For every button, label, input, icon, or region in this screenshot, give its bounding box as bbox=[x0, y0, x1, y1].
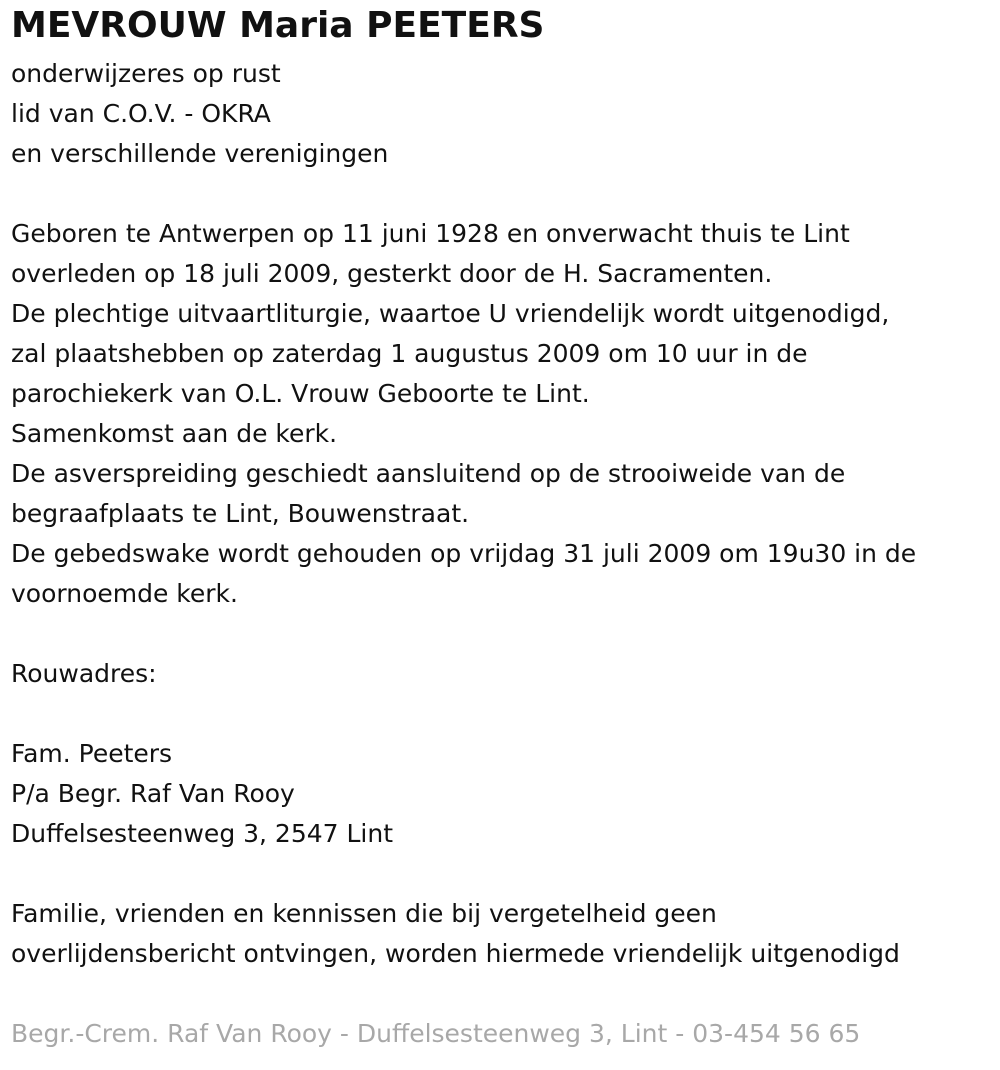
notice-block bbox=[11, 894, 900, 974]
announcement-line: Samenkomst aan de kerk. bbox=[11, 419, 338, 448]
address-line: P/a Begr. Raf Van Rooy bbox=[11, 779, 295, 808]
notice-line: Familie, vrienden en kennissen die bij vergetelheid geen bbox=[11, 899, 717, 928]
announcement-line: zal plaatshebben op zaterdag 1 augustus 2009 om 10 uur in de bbox=[11, 339, 808, 368]
announcement-block bbox=[11, 214, 916, 614]
announcement-line: De plechtige uitvaartliturgie, waartoe U vriendelijk wordt uitgenodigd, bbox=[11, 299, 890, 328]
notice-line: overlijdensbericht ontvingen, worden hiermede vriendelijk uitgenodigd bbox=[11, 939, 900, 968]
intro-line: onderwijzeres op rust bbox=[11, 59, 281, 88]
announcement-line: De asverspreiding geschiedt aansluitend op de strooiweide van de bbox=[11, 459, 846, 488]
funeral-home-footer: Begr.-Crem. Raf Van Rooy - Duffelsesteenweg 3, Lint - 03-454 56 65 bbox=[11, 1019, 861, 1048]
intro-block bbox=[11, 54, 388, 174]
announcement-line: parochiekerk van O.L. Vrouw Geboorte te Lint. bbox=[11, 379, 590, 408]
intro-line: en verschillende verenigingen bbox=[11, 139, 389, 168]
announcement-line: voornoemde kerk. bbox=[11, 579, 238, 608]
address-heading: Rouwadres: bbox=[11, 659, 157, 688]
announcement-line: overleden op 18 juli 2009, gesterkt door de H. Sacramenten. bbox=[11, 259, 773, 288]
announcement-line: De gebedswake wordt gehouden op vrijdag 31 juli 2009 om 19u30 in de bbox=[11, 539, 917, 568]
deceased-name-title: MEVROUW Maria PEETERS bbox=[11, 5, 545, 46]
intro-line: lid van C.O.V. - OKRA bbox=[11, 99, 271, 128]
address-line: Fam. Peeters bbox=[11, 739, 173, 768]
announcement-line: Geboren te Antwerpen op 11 juni 1928 en onverwacht thuis te Lint bbox=[11, 219, 850, 248]
announcement-line: begraafplaats te Lint, Bouwenstraat. bbox=[11, 499, 470, 528]
address-block bbox=[11, 734, 393, 854]
address-line: Duffelsesteenweg 3, 2547 Lint bbox=[11, 819, 394, 848]
